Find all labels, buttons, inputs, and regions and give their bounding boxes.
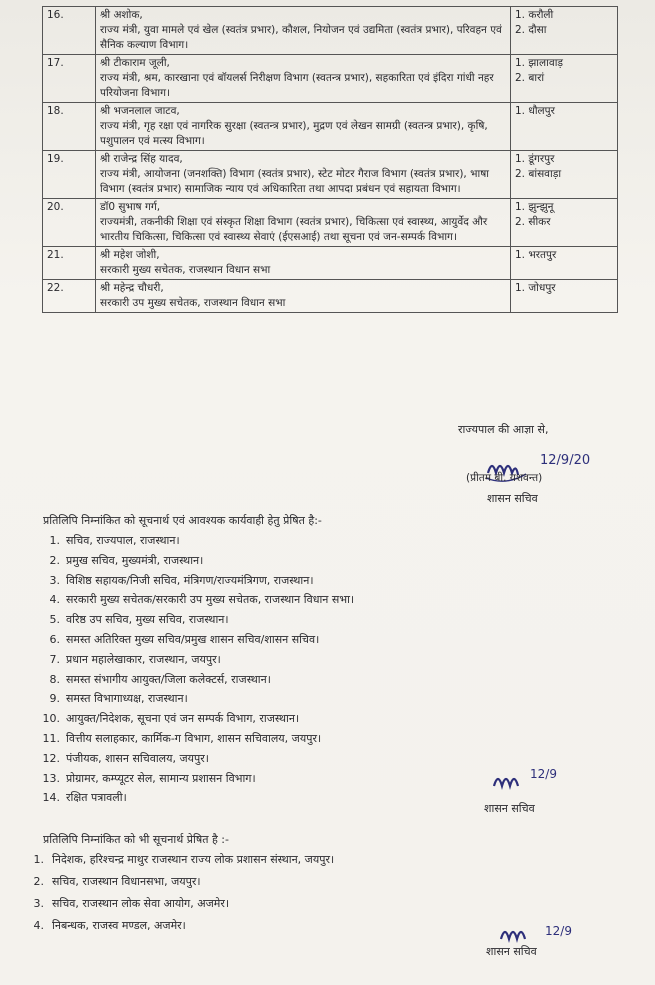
copy-list-text: समस्त संभागीय आयुक्त/जिला कलेक्टर्स, राजस्थान। bbox=[66, 672, 271, 686]
copy-list-text: वरिष्ठ उप सचिव, मुख्य सचिव, राजस्थान। bbox=[66, 613, 229, 627]
copy-list-text: प्रधान महालेखाकार, राजस्थान, जयपुर। bbox=[66, 652, 221, 666]
copy-list-text: निदेशक, हरिश्चन्द्र माथुर राजस्थान राज्य लोक प्रशासन संस्थान, जयपुर। bbox=[52, 853, 335, 866]
copy-list-item: 3. विशिष्ठ सहायक/निजी सचिव, मंत्रिगण/राज्यमंत्रिगण, राजस्थान। bbox=[49, 573, 314, 587]
minister-details bbox=[96, 151, 511, 199]
minister-details bbox=[96, 103, 511, 151]
minister-details bbox=[96, 199, 511, 247]
copy-list-item: 11. वित्तीय सलाहकार, कार्मिक-ग विभाग, शासन सचिवालय, जयपुर। bbox=[42, 731, 322, 745]
copy-list-text: आयुक्त/निदेशक, सूचना एवं जन सम्पर्क विभाग, राजस्थान। bbox=[66, 712, 300, 726]
assigned-districts bbox=[511, 55, 618, 103]
minister-row bbox=[43, 151, 618, 199]
district: 1. करौली bbox=[515, 9, 554, 21]
signatory-title: शासन सचिव bbox=[487, 492, 538, 505]
minister-row bbox=[43, 199, 618, 247]
minister-name: श्री भजनलाल जाटव, bbox=[100, 105, 180, 117]
assigned-districts bbox=[511, 151, 618, 199]
copy-list-item: 2. प्रमुख सचिव, मुख्यमंत्री, राजस्थान। bbox=[49, 553, 204, 567]
assigned-districts bbox=[511, 199, 618, 247]
copy-list-text: समस्त अतिरिक्त मुख्य सचिव/प्रमुख शासन सचिव/शासन सचिव। bbox=[66, 632, 320, 646]
minister-number: 20. bbox=[43, 199, 96, 247]
district: 1. धौलपुर bbox=[515, 105, 555, 117]
copy-list-text: समस्त विभागाध्यक्ष, राजस्थान। bbox=[66, 692, 188, 706]
signatory-title-2: शासन सचिव bbox=[484, 802, 535, 815]
copy-list-text: प्रोग्रामर, कम्प्यूटर सेल, सामान्य प्रशासन विभाग। bbox=[66, 771, 256, 785]
ministers-table bbox=[42, 6, 618, 313]
minister-number: 17. bbox=[43, 55, 96, 103]
district: 1. जोधपुर bbox=[515, 282, 556, 294]
minister-portfolio: राज्य मंत्री, आयोजना (जनशक्ति) विभाग (स्वतंत्र प्रभार), स्टेट मोटर गैराज विभाग (स्वतंत्र प्रभार), भाषा विभाग (स्वतंत्र प्रभार) सामाजिक न्याय एवं अधिकारिता तथा आपदा प्रबंधन एवं सहायता विभाग। bbox=[100, 168, 490, 195]
district: 1. डूंगरपुर bbox=[515, 153, 555, 165]
copy-list-item: 6. समस्त अतिरिक्त मुख्य सचिव/प्रमुख शासन सचिव/शासन सचिव। bbox=[49, 632, 320, 646]
copy-list-item: 9. समस्त विभागाध्यक्ष, राजस्थान। bbox=[49, 692, 188, 706]
copy-list-text: विशिष्ठ सहायक/निजी सचिव, मंत्रिगण/राज्यमंत्रिगण, राजस्थान। bbox=[66, 573, 314, 587]
minister-portfolio: राज्यमंत्री, तकनीकी शिक्षा एवं संस्कृत शिक्षा विभाग (स्वतंत्र प्रभार), चिकित्सा एवं स्वास्थ्य, आयुर्वेद और भारतीय चिकित्सा, चिकित्सा एवं स्वास्थ्य सेवाएं (ईएसआई) तथा सूचना एवं जन-सम्पर्क विभाग। bbox=[100, 216, 488, 243]
minister-details bbox=[96, 247, 511, 280]
district: 1. भरतपुर bbox=[515, 249, 557, 261]
copy-list-item: 7. प्रधान महालेखाकार, राजस्थान, जयपुर। bbox=[49, 652, 221, 666]
copy-list-item: 3. सचिव, राजस्थान लोक सेवा आयोग, अजमेर। bbox=[33, 897, 230, 910]
minister-name: डॉ0 सुभाष गर्ग, bbox=[100, 201, 161, 213]
copy-list-text: पंजीयक, शासन सचिवालय, जयपुर। bbox=[66, 751, 209, 765]
copy-list-item: 4. निबन्धक, राजस्व मण्डल, अजमेर। bbox=[33, 919, 186, 932]
minister-name: श्री राजेन्द्र सिंह यादव, bbox=[100, 153, 183, 165]
minister-name: श्री टीकाराम जूली, bbox=[100, 57, 170, 69]
signatory-name: (प्रीतम बी. यशवन्त) bbox=[466, 472, 543, 484]
copy-list-item: 1. सचिव, राज्यपाल, राजस्थान। bbox=[49, 534, 180, 547]
minister-number: 21. bbox=[43, 247, 96, 280]
minister-portfolio: राज्य मंत्री, युवा मामले एवं खेल (स्वतंत्र प्रभार), कौशल, नियोजन एवं उद्यमिता (स्वतंत्र प्रभार), परिवहन एवं सैनिक कल्याण विभाग। bbox=[100, 24, 502, 51]
minister-portfolio: सरकारी उप मुख्य सचेतक, राजस्थान विधान सभा bbox=[100, 297, 286, 309]
minister-details bbox=[96, 280, 511, 313]
copy-list-text: सचिव, राज्यपाल, राजस्थान। bbox=[66, 534, 180, 547]
copy-list-item: 1. निदेशक, हरिश्चन्द्र माथुर राजस्थान राज्य लोक प्रशासन संस्थान, जयपुर। bbox=[33, 853, 335, 866]
copy-list-item: 14. रक्षित पत्रावली। bbox=[42, 791, 127, 805]
minister-row bbox=[43, 280, 618, 313]
district: 2. बारां bbox=[515, 72, 545, 84]
copy-list-text: प्रमुख सचिव, मुख्यमंत्री, राजस्थान। bbox=[66, 553, 204, 567]
district: 2. सीकर bbox=[515, 216, 551, 228]
copy-list-item: 2. सचिव, राजस्थान विधानसभा, जयपुर। bbox=[33, 875, 201, 888]
minister-portfolio: राज्य मंत्री, गृह रक्षा एवं नागरिक सुरक्षा (स्वतन्त्र प्रभार), मुद्रण एवं लेखन सामग्री (स्वतन्त्र प्रभार), कृषि, पशुपालन एवं मत्स्य विभाग। bbox=[100, 120, 488, 147]
copy-list-item: 8. समस्त संभागीय आयुक्त/जिला कलेक्टर्स, राजस्थान। bbox=[49, 672, 271, 686]
signature-1-date: 12/9/20 bbox=[540, 453, 591, 468]
copy-list-item: 10. आयुक्त/निदेशक, सूचना एवं जन सम्पर्क विभाग, राजस्थान। bbox=[42, 712, 300, 726]
assigned-districts bbox=[511, 7, 618, 55]
district: 2. बांसवाड़ा bbox=[515, 168, 562, 180]
minister-row bbox=[43, 7, 618, 55]
copy-list-text: सचिव, राजस्थान विधानसभा, जयपुर। bbox=[52, 875, 201, 888]
copy-list-item: 12. पंजीयक, शासन सचिवालय, जयपुर। bbox=[42, 751, 209, 765]
minister-portfolio: सरकारी मुख्य सचेतक, राजस्थान विधान सभा bbox=[100, 264, 271, 276]
minister-row bbox=[43, 103, 618, 151]
minister-row bbox=[43, 55, 618, 103]
assigned-districts bbox=[511, 103, 618, 151]
minister-number: 16. bbox=[43, 7, 96, 55]
governor-order-line: राज्यपाल की आज्ञा से, bbox=[458, 423, 549, 436]
minister-number: 18. bbox=[43, 103, 96, 151]
minister-number: 19. bbox=[43, 151, 96, 199]
copy-intro: प्रतिलिपि निम्नांकित को सूचनार्थ एवं आवश्यक कार्यवाही हेतु प्रेषित है:- bbox=[43, 514, 322, 527]
minister-name: श्री महेश जोशी, bbox=[100, 249, 160, 261]
copy-list-item: 13. प्रोग्रामर, कम्प्यूटर सेल, सामान्य प्रशासन विभाग। bbox=[42, 771, 256, 785]
district: 1. झुन्झुनू bbox=[515, 201, 554, 213]
signature-2 bbox=[490, 760, 580, 805]
copy-list-2 bbox=[26, 849, 334, 937]
minister-row bbox=[43, 247, 618, 280]
copy-intro-2: प्रतिलिपि निम्नांकित को भी सूचनार्थ प्रेषित है :- bbox=[43, 833, 229, 846]
signature-3-date: 12/9 bbox=[545, 924, 572, 938]
copy-list bbox=[34, 531, 354, 808]
assigned-districts bbox=[511, 280, 618, 313]
copy-list-text: सरकारी मुख्य सचेतक/सरकारी उप मुख्य सचेतक, राजस्थान विधान सभा। bbox=[66, 593, 355, 607]
copy-list-text: निबन्धक, राजस्व मण्डल, अजमेर। bbox=[52, 919, 186, 932]
copy-list-text: रक्षित पत्रावली। bbox=[66, 791, 127, 805]
minister-name: श्री महेन्द्र चौधरी, bbox=[100, 282, 164, 294]
copy-list-text: वित्तीय सलाहकार, कार्मिक-ग विभाग, शासन सचिवालय, जयपुर। bbox=[66, 731, 322, 745]
minister-portfolio: राज्य मंत्री, श्रम, कारखाना एवं बॉयलर्स निरीक्षण विभाग (स्वतन्त्र प्रभार), सहकारिता एवं इंदिरा गांधी नहर परियोजना विभाग। bbox=[100, 72, 494, 99]
minister-name: श्री अशोक, bbox=[100, 9, 143, 21]
signatory-title-3: शासन सचिव bbox=[486, 945, 537, 958]
minister-details bbox=[96, 7, 511, 55]
district: 1. झालावाड़ bbox=[515, 57, 564, 69]
minister-details bbox=[96, 55, 511, 103]
minister-number: 22. bbox=[43, 280, 96, 313]
district: 2. दौसा bbox=[515, 24, 547, 36]
assigned-districts bbox=[511, 247, 618, 280]
copy-list-text: सचिव, राजस्थान लोक सेवा आयोग, अजमेर। bbox=[52, 897, 230, 910]
copy-list-item: 4. सरकारी मुख्य सचेतक/सरकारी उप मुख्य सचेतक, राजस्थान विधान सभा। bbox=[49, 593, 355, 607]
signature-2-date: 12/9 bbox=[530, 767, 557, 781]
copy-list-item: 5. वरिष्ठ उप सचिव, मुख्य सचिव, राजस्थान। bbox=[49, 613, 229, 627]
